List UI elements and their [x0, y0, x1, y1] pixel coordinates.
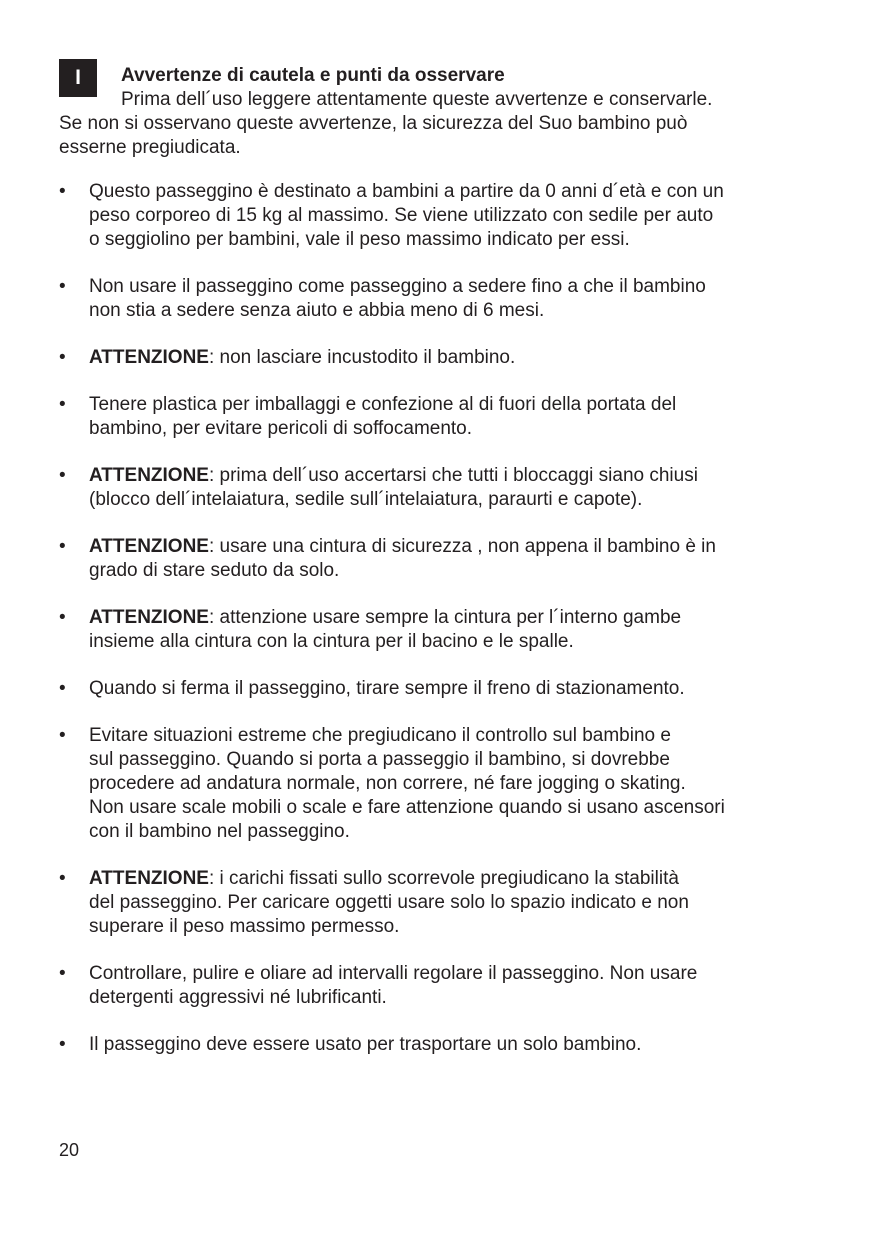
- warning-item: [59, 464, 819, 512]
- warning-body: Questo passeggino è destinato a bambini a partire da 0 anni d´età e con un peso corporeo di 15 kg al massimo. Se viene utilizzato con sedile per auto o seggiolino per bambini, vale il peso massimo indicato per essi.: [89, 181, 724, 250]
- warning-text: [89, 346, 819, 370]
- bullet-icon: •: [59, 181, 66, 202]
- page-number: 20: [59, 1140, 80, 1160]
- bullet-icon: •: [59, 394, 66, 415]
- warning-body: Tenere plastica per imballaggi e confezione al di fuori della portata del bambino, per evitare pericoli di soffocamento.: [89, 394, 677, 439]
- warning-text: [89, 1033, 819, 1057]
- warning-body: Quando si ferma il passeggino, tirare sempre il freno di stazionamento.: [89, 678, 685, 699]
- bullet-icon: •: [59, 678, 66, 699]
- warning-body: Il passeggino deve essere usato per trasportare un solo bambino.: [89, 1034, 642, 1055]
- warning-item: [59, 535, 819, 583]
- warning-label: ATTENZIONE: [89, 536, 209, 557]
- bullet-icon: •: [59, 868, 66, 889]
- warning-item: [59, 1033, 819, 1057]
- warning-item: [59, 867, 819, 939]
- warning-body: Non usare il passeggino come passeggino a sedere fino a che il bambino non stia a sedere senza aiuto e abbia meno di 6 mesi.: [89, 276, 706, 321]
- bullet-icon: •: [59, 607, 66, 628]
- warning-label: ATTENZIONE: [89, 347, 209, 368]
- intro-continuation: Se non si osservano queste avvertenze, la sicurezza del Suo bambino può esserne pregiudicata.: [59, 113, 688, 158]
- intro-paragraph: [59, 88, 799, 160]
- warning-item: [59, 346, 819, 370]
- warning-text: [89, 535, 819, 583]
- warning-body: Evitare situazioni estreme che pregiudicano il controllo sul bambino e sul passeggino. Quando si porta a passeggio il bambino, si dovrebbe procedere ad andatura normale, non correre, né fare jogging o skating. Non usare scale mobili o scale e fare attenzione quando si usano ascensori con il bambino nel passeggino.: [89, 725, 725, 842]
- bullet-icon: •: [59, 963, 66, 984]
- warning-body: : non lasciare incustodito il bambino.: [208, 347, 516, 368]
- bullet-icon: •: [59, 347, 66, 368]
- warning-text: [89, 606, 819, 654]
- intro-first-line: Prima dell´uso leggere attentamente queste avvertenze e conservarle.: [121, 89, 713, 110]
- warning-item: [59, 677, 819, 701]
- warning-label: ATTENZIONE: [89, 868, 209, 889]
- warning-body: : attenzione usare sempre la cintura per l´interno gambe insieme alla cintura con la cintura per il bacino e le spalle.: [89, 607, 682, 652]
- warning-item: [59, 724, 819, 844]
- warning-text: [89, 180, 819, 252]
- warning-item: [59, 275, 819, 323]
- warning-text: [89, 464, 819, 512]
- warning-text: [89, 962, 819, 1010]
- bullet-icon: •: [59, 725, 66, 746]
- bullet-icon: •: [59, 276, 66, 297]
- warnings-list: [59, 180, 819, 1080]
- warning-label: ATTENZIONE: [89, 607, 209, 628]
- bullet-icon: •: [59, 1034, 66, 1055]
- warning-body: : i carichi fissati sullo scorrevole pregiudicano la stabilità del passeggino. Per caricare oggetti usare solo lo spazio indicato e non superare il peso massimo permesso.: [89, 868, 689, 937]
- warning-text: [89, 275, 819, 323]
- warning-text: [89, 677, 819, 701]
- warning-item: [59, 393, 819, 441]
- bullet-icon: •: [59, 465, 66, 486]
- warning-body: : usare una cintura di sicurezza , non appena il bambino è in grado di stare seduto da solo.: [89, 536, 716, 581]
- warning-label: ATTENZIONE: [89, 465, 209, 486]
- language-badge: I: [59, 59, 97, 97]
- warning-item: [59, 180, 819, 252]
- warning-text: [89, 724, 819, 844]
- section-title: Avvertenze di cautela e punti da osservare: [121, 65, 505, 86]
- warning-item: [59, 962, 819, 1010]
- warning-body: : prima dell´uso accertarsi che tutti i bloccaggi siano chiusi (blocco dell´intelaiatura, sedile sull´intelaiatura, paraurti e capote).: [89, 465, 698, 510]
- warning-text: [89, 393, 819, 441]
- warning-text: [89, 867, 819, 939]
- warning-item: [59, 606, 819, 654]
- warning-body: Controllare, pulire e oliare ad intervalli regolare il passeggino. Non usare detergenti aggressivi né lubrificanti.: [89, 963, 698, 1008]
- bullet-icon: •: [59, 536, 66, 557]
